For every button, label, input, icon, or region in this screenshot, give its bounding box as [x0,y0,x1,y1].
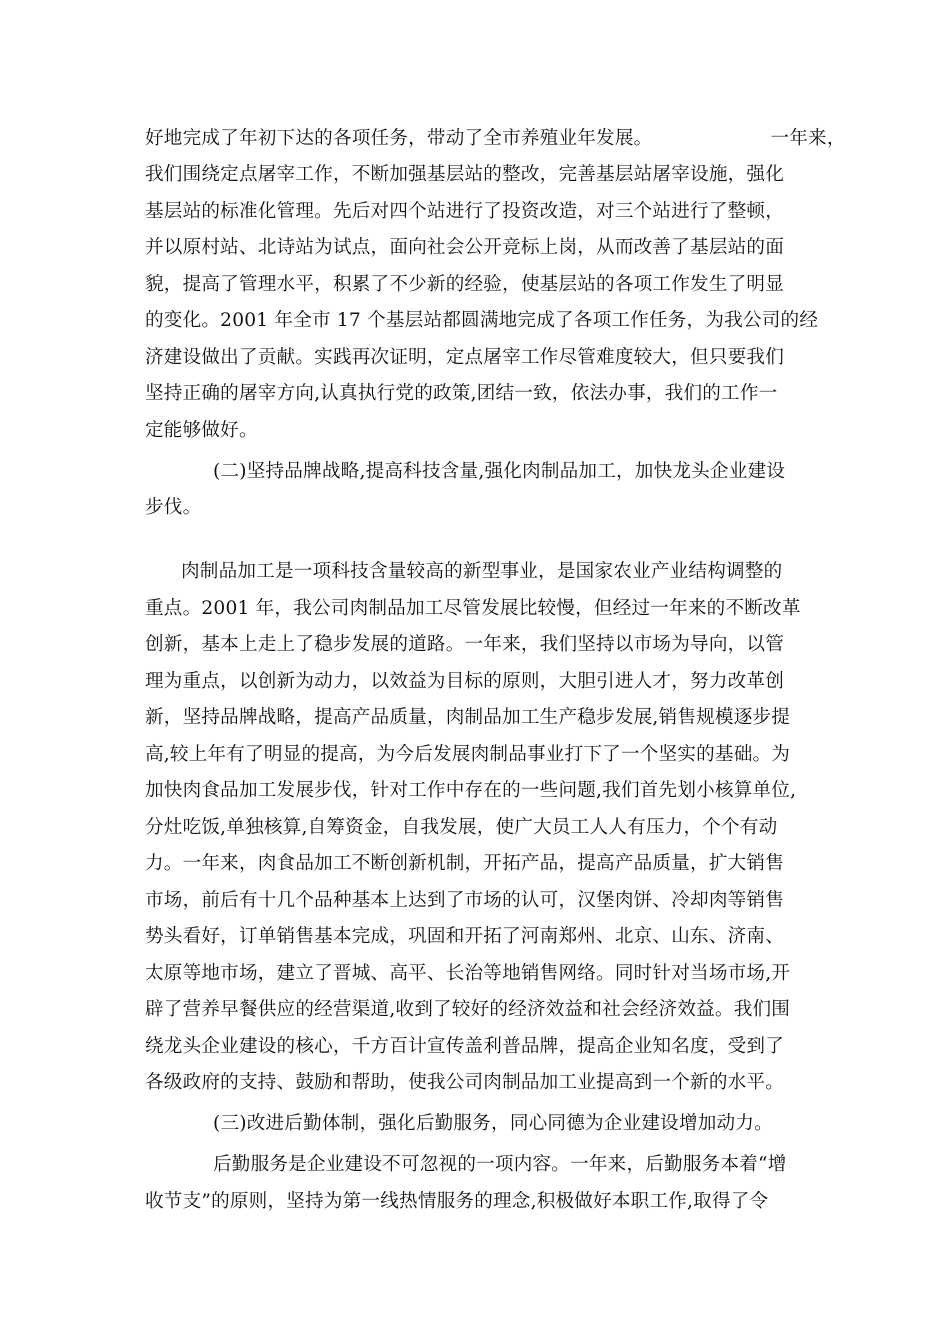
paragraph-2-line-6: 高,较上年有了明显的提高，为今后发展肉制品事业打下了一个坚实的基础。为 [145,744,791,765]
paragraph-3-line-1: 后勤服务是企业建设不可忽视的一项内容。一年来，后勤服务本着“增 [213,1154,787,1175]
paragraph-2-line-11: 势头看好，订单销售基本完成，巩固和开拓了河南郑州、北京、山东、济南、 [145,926,784,947]
paragraph-2-line-15: 各级政府的支持、鼓励和帮助，使我公司肉制品加工业提高到一个新的水平。 [145,1072,784,1093]
paragraph-1-line-9: 定能够做好。 [145,420,258,441]
paragraph-2-line-7: 加快肉食品加工发展步伐，针对工作中存在的一些问题,我们首先划小核算单位, [145,780,797,801]
paragraph-3-line-2: 收节支”的原则，坚持为第一线热情服务的理念,积极做好本职工作,取得了令 [145,1191,769,1212]
paragraph-2-line-2: 重点。2001 年，我公司肉制品加工尽管发展比较慢，但经过一年来的不断改革 [145,598,801,619]
paragraph-2-line-5: 新，坚持品牌战略，提高产品质量，肉制品加工生产稳步发展,销售规模逐步提 [145,707,791,728]
paragraph-1-line-6: 的变化。2001 年全市 17 个基层站都圆满地完成了各项工作任务，为我公司的经 [145,310,819,331]
heading-2-line-1: (二)坚持品牌战略,提高科技含量,强化肉制品加工，加快龙头企业建设 [213,461,786,482]
paragraph-2-line-3: 创新，基本上走上了稳步发展的道路。一年来，我们坚持以市场为导向，以管 [145,634,784,655]
paragraph-2-line-9: 力。一年来，肉食品加工不断创新机制，开拓产品，提高产品质量，扩大销售 [145,853,784,874]
heading-2-line-2: 步伐。 [145,497,202,518]
paragraph-1-line-1-tail: 一年来， [770,128,846,149]
paragraph-2-line-12: 太原等地市场，建立了晋城、高平、长治等地销售网络。同时针对当场市场,开 [145,963,791,984]
paragraph-1-line-8: 坚持正确的屠宰方向,认真执行党的政策,团结一致，依法办事，我们的工作一 [145,383,778,404]
paragraph-1-line-3: 基层站的标准化管理。先后对四个站进行了投资改造，对三个站进行了整顿， [145,201,784,222]
paragraph-1-line-2: 我们围绕定点屠宰工作，不断加强基层站的整改，完善基层站屠宰设施，强化 [145,164,784,185]
paragraph-2-line-8: 分灶吃饭,单独核算,自筹资金，自我发展，使广大员工人人有压力，个个有动 [145,817,778,838]
paragraph-1-line-1 [145,127,846,151]
paragraph-1-line-4: 并以原村站、北诗站为试点，面向社会公开竞标上岗，从而改善了基层站的面 [145,237,784,258]
paragraph-2-line-13: 辟了营养早餐供应的经营渠道,收到了较好的经济效益和社会经济效益。我们围 [145,999,791,1020]
heading-3-line-1: (三)改进后勤体制，强化后勤服务，同心同德为企业建设增加动力。 [213,1113,773,1134]
paragraph-2-line-14: 绕龙头企业建设的核心，千方百计宣传盖利普品牌，提高企业知名度，受到了 [145,1036,784,1057]
paragraph-2-line-1: 肉制品加工是一项科技含量较高的新型事业，是国家农业产业结构调整的 [181,561,783,582]
paragraph-2-line-10: 市场，前后有十几个品种基本上达到了市场的认可，汉堡肉饼、冷却肉等销售 [145,890,784,911]
paragraph-1-line-7: 济建设做出了贡献。实践再次证明，定点屠宰工作尽管难度较大，但只要我们 [145,347,784,368]
paragraph-1-line-5: 貌，提高了管理水平，积累了不少新的经验，使基层站的各项工作发生了明显 [145,274,784,295]
paragraph-1-line-1-text: 好地完成了年初下达的各项任务，带动了全市养殖业年发展。 [145,128,653,149]
paragraph-2-line-4: 理为重点，以创新为动力，以效益为目标的原则，大胆引进人才，努力改革创 [145,671,784,692]
